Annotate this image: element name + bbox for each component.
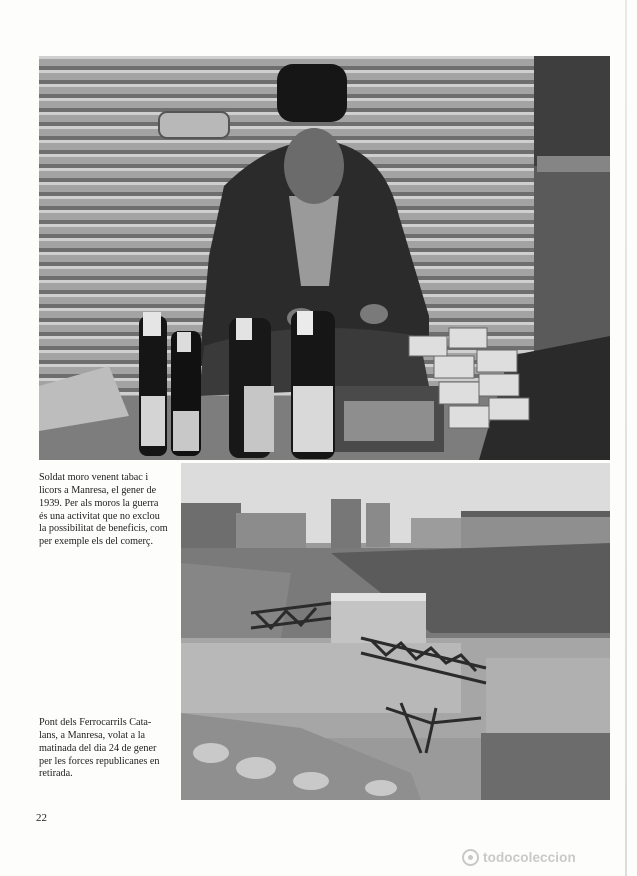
photo-soldier-vendor: [39, 56, 610, 460]
photo-soldier-vendor-image: [39, 56, 610, 460]
caption-soldier-vendor: Soldat moro venent tabac i licors a Manresa, el gener de 1939. Per als moros la guerra és una activitat que no exclou la possibilitat de beneficis, com per exemple els del comerç.: [39, 472, 168, 548]
watermark: [462, 846, 627, 868]
photo-destroyed-bridge: [181, 463, 610, 800]
photo-destroyed-bridge-image: [181, 463, 610, 800]
coin-logo-icon: [462, 849, 479, 866]
watermark-text: todocoleccion: [483, 849, 576, 865]
page-number: 22: [36, 812, 47, 824]
page-edge: [625, 0, 627, 876]
caption-destroyed-bridge: Pont dels Ferrocarrils Cata- lans, a Manresa, volat a la matinada del dia 24 de gener per les forces republicanes en retirada.: [39, 717, 160, 780]
